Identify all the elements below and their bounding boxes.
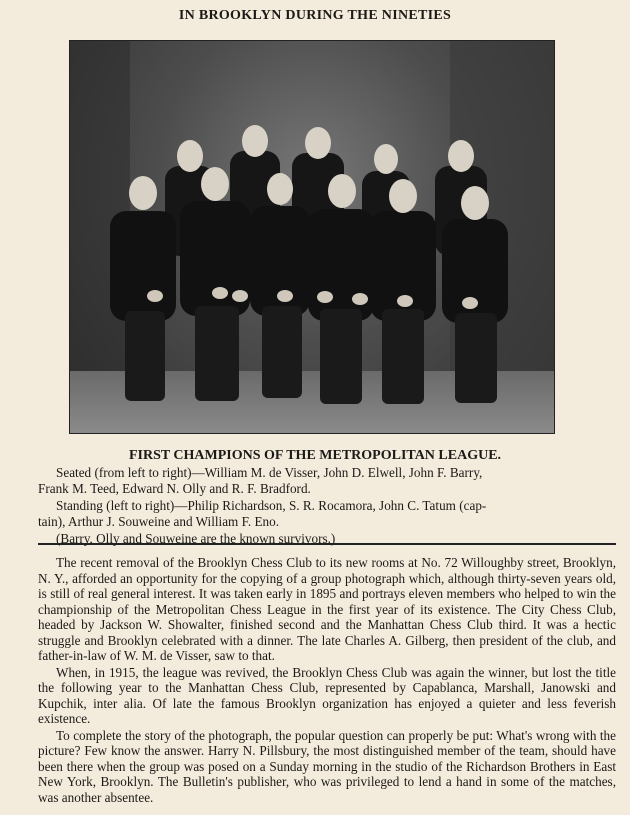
photo-caption <box>38 465 616 547</box>
caption-title: FIRST CHAMPIONS OF THE METROPOLITAN LEAGUE. <box>128 448 502 463</box>
caption-line: (Barry, Olly and Souweine are the known survivors.) <box>56 530 336 546</box>
section-divider <box>38 543 616 545</box>
page-header: IN BROOKLYN DURING THE NINETIES <box>178 8 452 23</box>
caption-line: Frank M. Teed, Edward N. Olly and R. F. Bradford. <box>38 481 311 497</box>
caption-line: Seated (from left to right)—William M. de Visser, John D. Elwell, John F. Barry, <box>56 465 483 480</box>
article-paragraph: When, in 1915, the league was revived, the Brooklyn Chess Club was again the winner, but lost the title the following year to the Manhattan Chess Club, represented by Capablanca, Marshall, Janowski and Kupchik, inter alia. Of late the famous Brooklyn organization has enjoyed a quieter and less feverish existence. <box>38 664 616 726</box>
article-body <box>38 555 616 806</box>
caption-line: tain), Arthur J. Souweine and William F. Eno. <box>38 514 280 530</box>
caption-line: Standing (left to right)—Philip Richardson, S. R. Rocamora, John C. Tatum (cap- <box>56 497 487 513</box>
group-portrait-photo <box>69 40 555 434</box>
photo-illustration <box>70 41 554 433</box>
article-paragraph: The recent removal of the Brooklyn Chess Club to its new rooms at No. 72 Willoughby street, Brooklyn, N. Y., afforded an opportunity for the copying of a group photograph which, although thirty-seven years old, is still of real general interest. It was taken early in 1895 and portrays eleven members who helped to win the championship of the Metropolitan Chess League in the first year of its existence. The City Chess Club, headed by Jackson W. Showalter, finished second and the Manhattan Chess Club third. It was a hectic struggle and Brooklyn celebrated with a dinner. The late Charles A. Gilberg, then president of the club, and father-in-law of W. M. de Visser, saw to that. <box>38 555 616 663</box>
article-paragraph: To complete the story of the photograph, the popular question can properly be put: What's wrong with the picture? Few know the answer. Harry N. Pillsbury, the most distinguished member of the team, should have been there when the group was posed on a Sunday morning in the studio of the Richardson Brothers in East New York, Brooklyn. The Bulletin's publisher, who was privileged to lend a hand in some of the matches, was another absentee. <box>38 727 616 805</box>
